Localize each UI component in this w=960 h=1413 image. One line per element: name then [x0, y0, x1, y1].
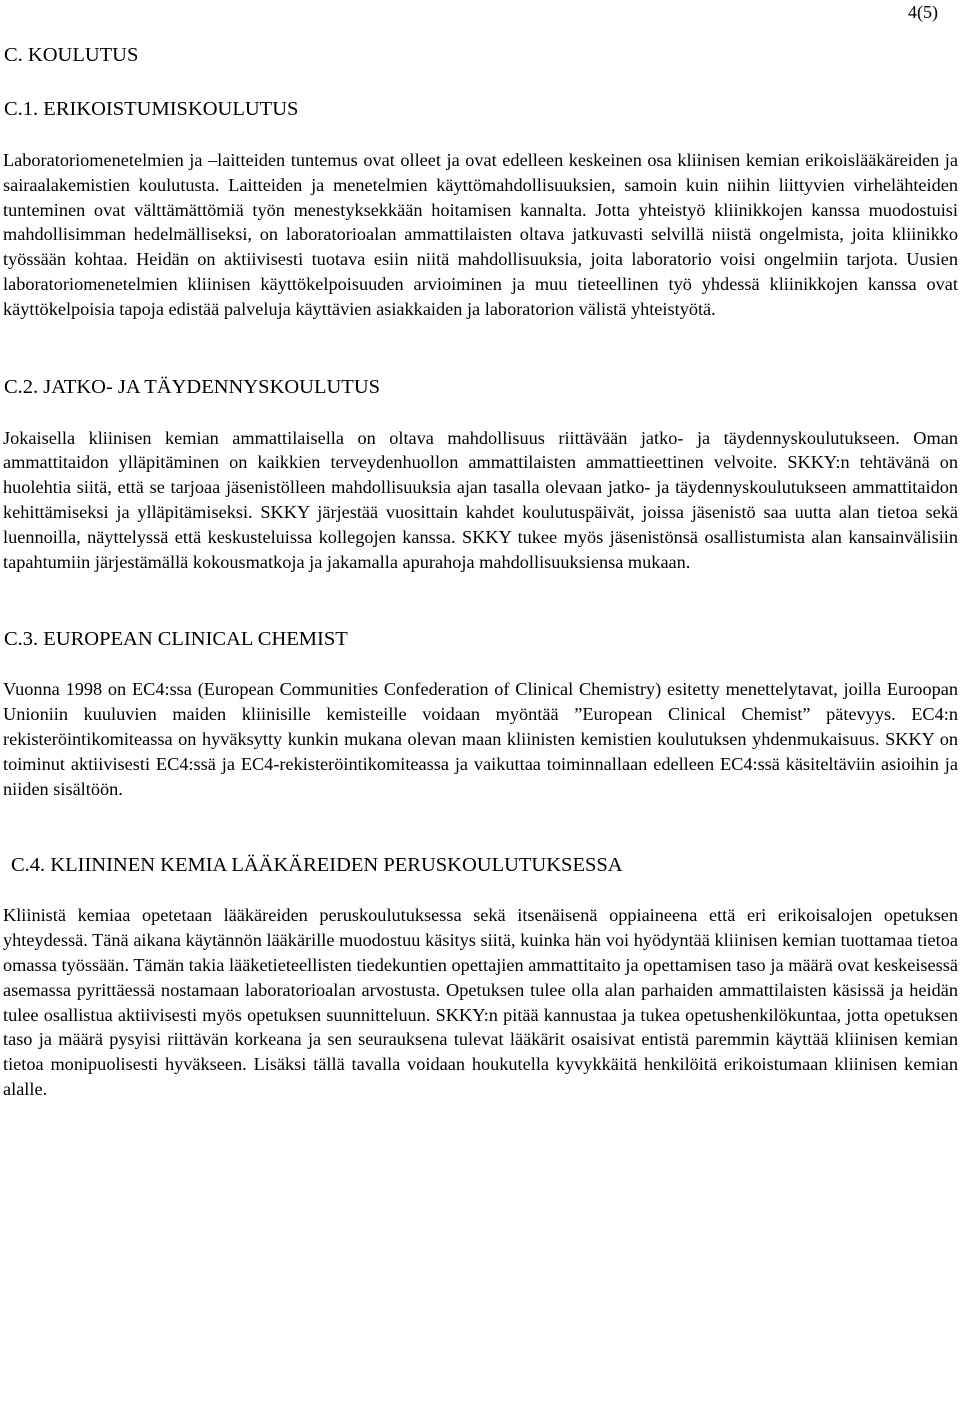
page-number: 4(5) — [908, 2, 938, 22]
section-heading-c1: C.1. ERIKOISTUMISKOULUTUS — [4, 98, 299, 120]
main-heading: C. KOULUTUS — [4, 44, 139, 66]
section-body-c4: Kliinistä kemiaa opetetaan lääkäreiden peruskoulutuksessa sekä itsenäisenä oppiaineena että eri erikoisalojen opetuksen yhteydessä. Tänä aikana käytännön lääkärille muodostuu käsitys siitä, kuinka hän voi hyödyntää kliinisen kemian tuottamaa tietoa omassa työssään. Tämän takia lääketieteellisten tiedekuntien opettajien ammattitaito ja opettamisen taso ja määrä ovat keskeisessä asemassa pyrittäessä nostamaan laboratorioalan arvostusta. Opetuksen tulee olla alan parhaiden ammattilaisten käsissä ja heidän tulee osallistua aktiivisesti myös opetuksen suunnitteluun. SKKY:n pitää kannustaa ja tukea opetushenkilökuntaa, jotta opetuksen taso ja määrä pysyisi riittävän korkeana ja sen seurauksena tulevat lääkärit osaisivat entistä paremmin käyttää kliinisen kemian tietoa monipuolisesti hyväkseen. Lisäksi tällä tavalla voidaan houkutella kyvykkäitä henkilöitä erikoistumaan kliinisen kemian alalle. — [3, 905, 958, 1099]
section-body-c3: Vuonna 1998 on EC4:ssa (European Communities Confederation of Clinical Chemistry) esitetty menettelytavat, joilla Euroopan Unioniin kuuluvien maiden kliinisille kemisteille voidaan myöntää ”European Clinical Chemist” pätevyys. EC4:n rekisteröintikomiteassa on hyväksytty kunkin mukana olevan maan kliinisten kemistien koulutuksen yhdenmukaisuus. SKKY on toiminut aktiivisesti EC4:ssä ja EC4-rekisteröintikomiteassa ja vaikuttaa toiminnallaan edelleen EC4:ssä käsiteltäviin asioihin ja niiden sisältöön. — [3, 679, 958, 799]
section-heading-c4: C.4. KLIININEN KEMIA LÄÄKÄREIDEN PERUSKOULUTUKSESSA — [11, 854, 623, 877]
section-heading-c2: C.2. JATKO- JA TÄYDENNYSKOULUTUS — [4, 375, 381, 398]
section-body-c2: Jokaisella kliinisen kemian ammattilaisella on oltava mahdollisuus riittävään jatko- ja täydennyskoulutukseen. Oman ammattitaidon ylläpitäminen on kaikkien terveydenhuollon ammattilaisten ammattieettinen velvoite. SKKY:n tehtävänä on huolehtia siitä, että se tarjoaa jäsenistölleen mahdollisuuksia ajan tasalla olevaan jatko- ja täydennyskoulutukseen ammattitaidon kehittämiseksi ja ylläpitämiseksi. SKKY järjestää vuosittain kahdet koulutuspäivät, joissa jäsenistö saa uutta alan tietoa sekä luennoilla, näyttelyssä että keskusteluissa kollegojen kanssa. SKKY tukee myös jäsenistönsä osallistumista alan kansainvälisiin tapahtumiin järjestämällä kokousmatkoja ja jakamalla apurahoja mahdollisuuksiensa mukaan. — [3, 427, 958, 572]
section-body-c1: Laboratoriomenetelmien ja –laitteiden tuntemus ovat olleet ja ovat edelleen keskeinen osa kliinisen kemian erikoislääkäreiden ja sairaalakemistien koulutusta. Laitteiden ja menetelmien käyttömahdollisuuksien, samoin kuin niihin liittyvien virhelähteiden tunteminen ovat välttämättömiä työn menestyksekkään hoitamisen kannalta. Jotta yhteistyö kliinikkojen kanssa muodostuisi mahdollisimman hedelmälliseksi, on laboratorioalan ammattilaisten oltava jatkuvasti selvillä niistä ongelmista, joita kliinikko työssään kohtaa. Heidän on aktiivisesti tuotava esiin niitä mahdollisuuksia, joita laboratorio voisi ongelmiin tarjota. Uusien laboratoriomenetelmien kliinisen käyttökelpoisuuden arvioiminen ja muu tieteellinen työ yhdessä kliinikkojen kanssa ovat käyttökelpoisia tapoja edistää palveluja käyttävien asiakkaiden ja laboratorion välistä yhteistyötä. — [3, 150, 958, 319]
document-body — [3, 42, 958, 1102]
section-heading-c3: C.3. EUROPEAN CLINICAL CHEMIST — [4, 628, 348, 651]
